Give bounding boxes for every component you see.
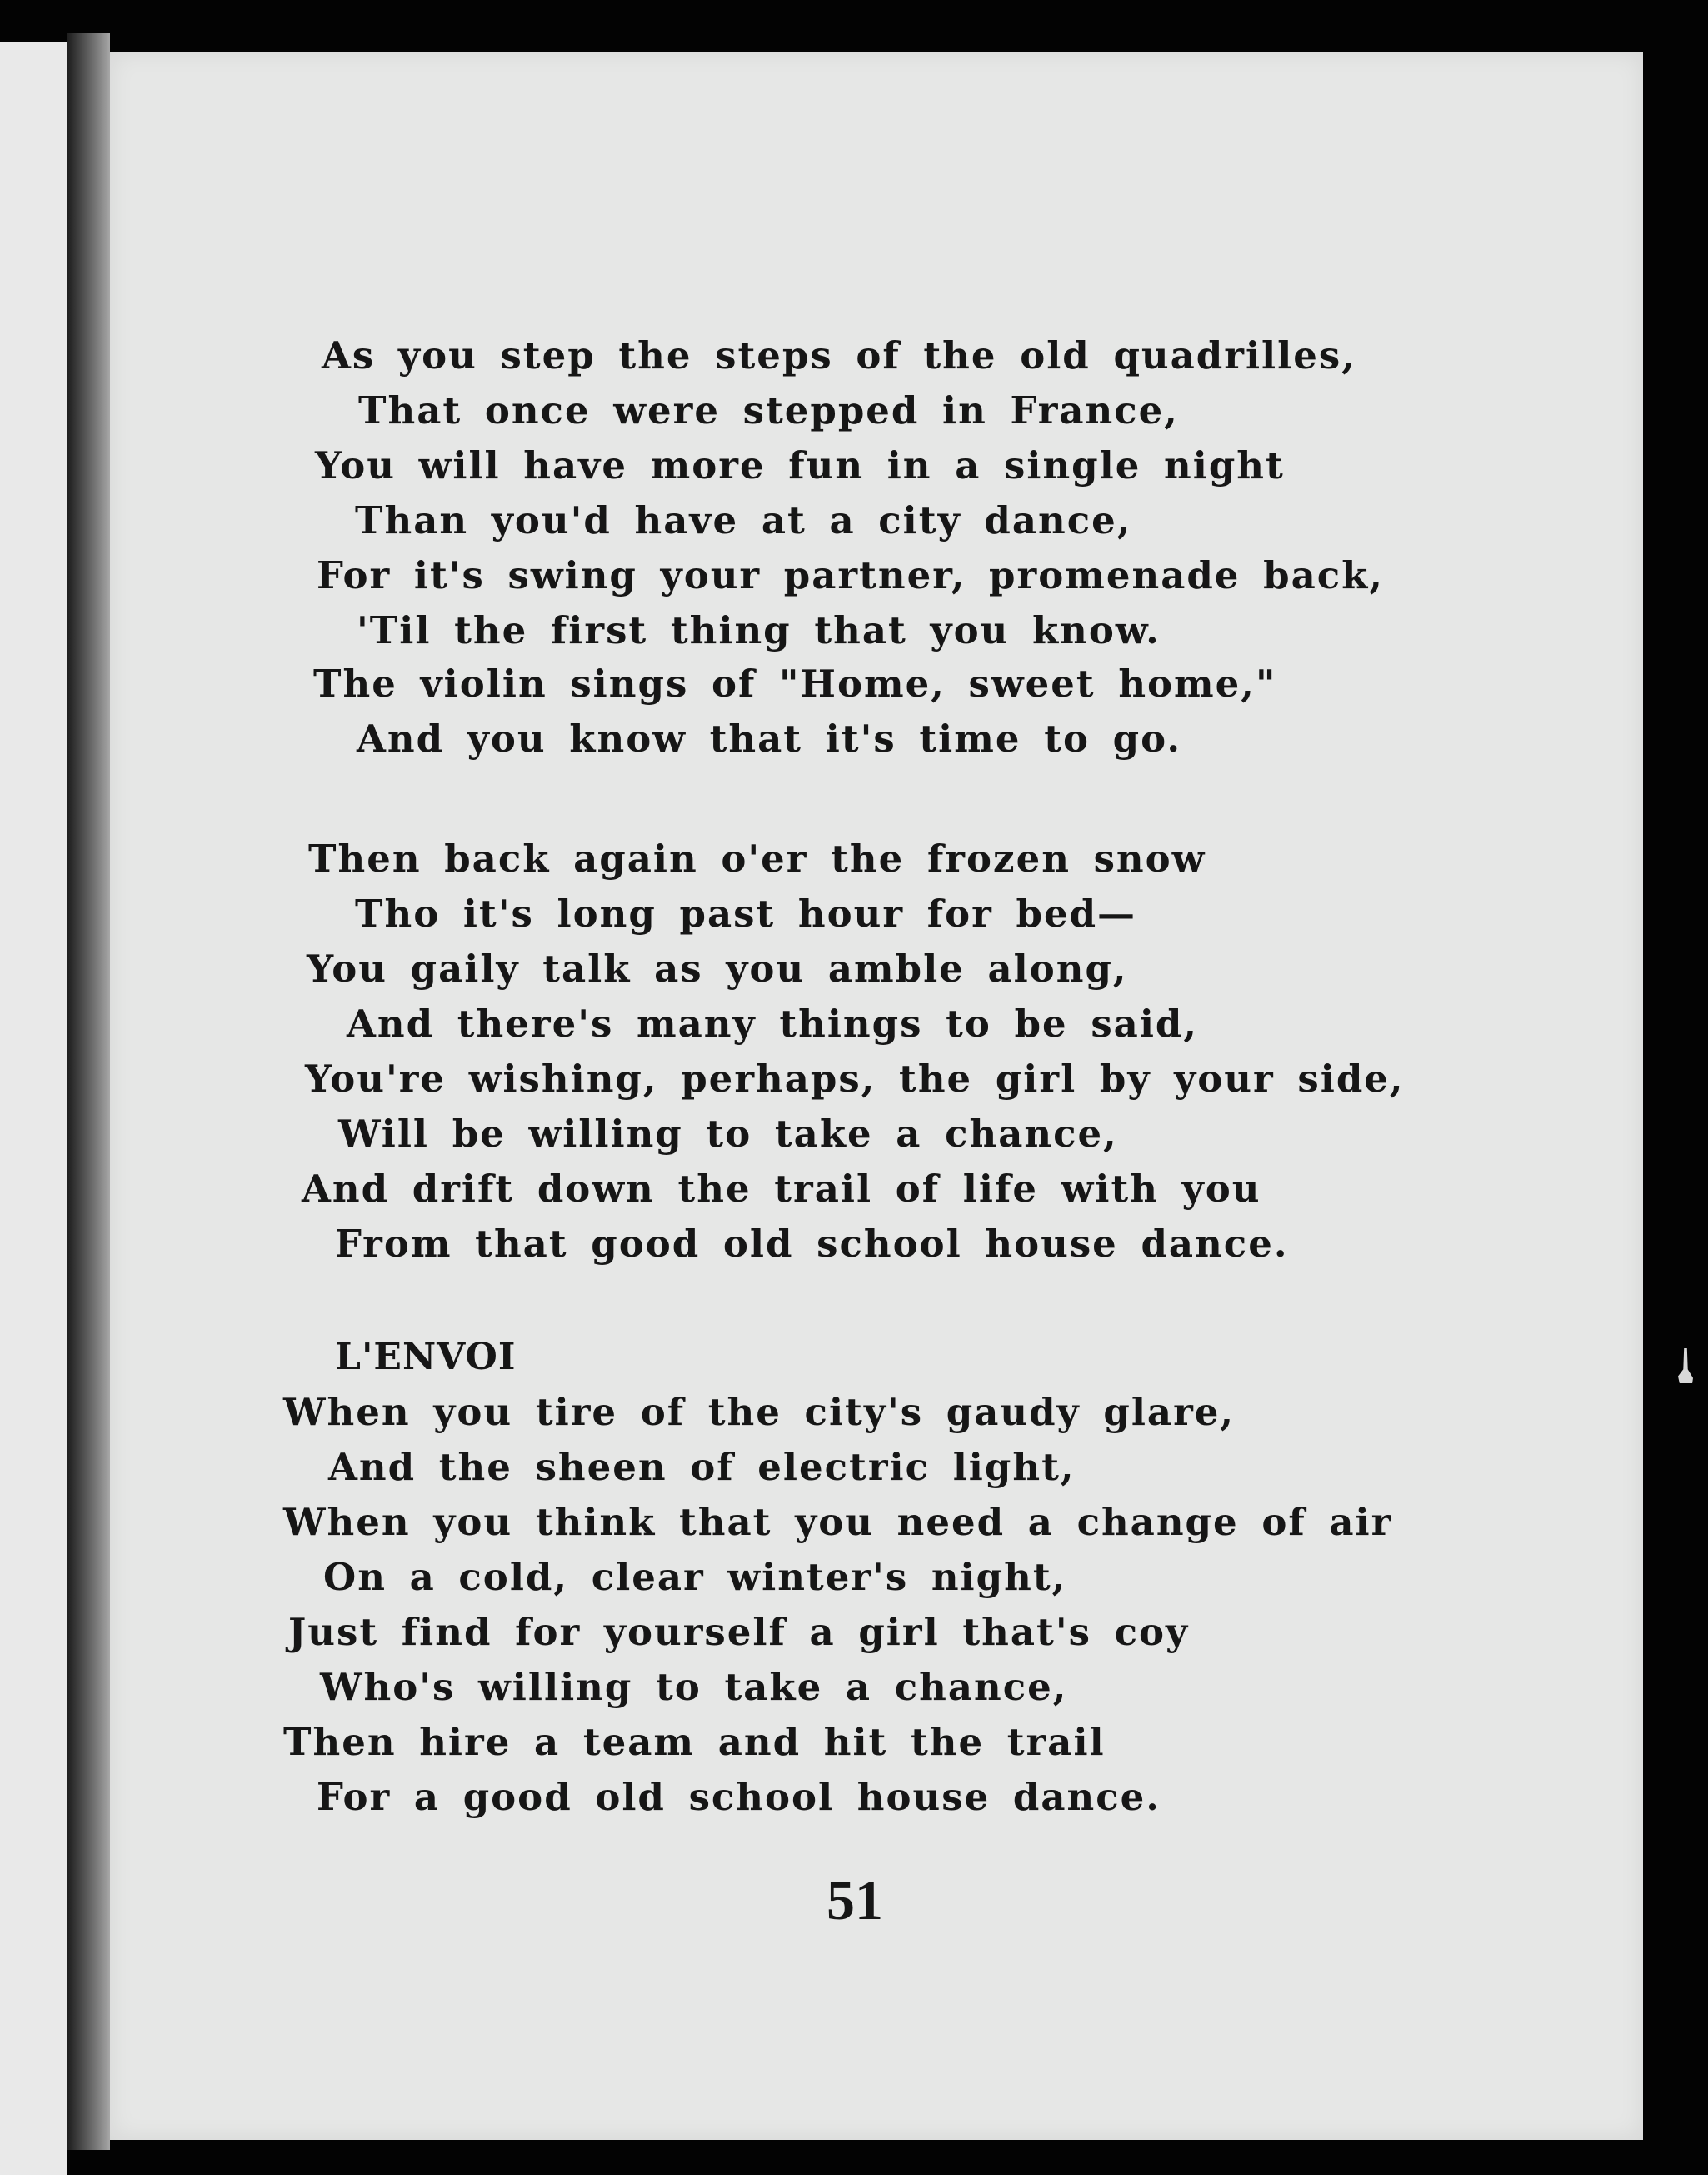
- poem-line: Then back again o'er the frozen snow: [308, 837, 1206, 881]
- poem-line: You're wishing, perhaps, the girl by your side,: [305, 1057, 1405, 1101]
- poem-line: That once were stepped in France,: [358, 388, 1179, 432]
- poem-line: When you think that you need a change of air: [283, 1500, 1393, 1544]
- left-page-edge: [0, 42, 67, 2175]
- binding-shadow: [67, 33, 110, 2150]
- poem-line: Who's willing to take a chance,: [320, 1665, 1068, 1709]
- poem-line: And there's many things to be said,: [347, 1002, 1199, 1046]
- poem-line: Then hire a team and hit the trail: [283, 1720, 1106, 1764]
- poem-line: The violin sings of "Home, sweet home,": [313, 662, 1277, 706]
- poem-line: When you tire of the city's gaudy glare,: [283, 1390, 1236, 1434]
- page-number: 51: [827, 1868, 883, 1932]
- poem-line: From that good old school house dance.: [335, 1222, 1289, 1266]
- poem-line: Just find for yourself a girl that's coy: [288, 1610, 1190, 1654]
- poem-line: You gaily talk as you amble along,: [307, 947, 1128, 991]
- poem-line: Than you'd have at a city dance,: [355, 498, 1132, 542]
- poem-line: And drift down the trail of life with you: [302, 1167, 1261, 1211]
- book-page: [110, 52, 1643, 2140]
- edge-mark: [1678, 1348, 1693, 1383]
- poem-line: As you step the steps of the old quadrilles,: [322, 333, 1356, 378]
- poem-line: And the sheen of electric light,: [328, 1445, 1076, 1489]
- poem-line: Will be willing to take a chance,: [338, 1112, 1118, 1156]
- poem-line: For a good old school house dance.: [317, 1775, 1161, 1819]
- poem-line: On a cold, clear winter's night,: [323, 1555, 1067, 1599]
- poem-line: For it's swing your partner, promenade back,: [317, 553, 1384, 598]
- poem: [110, 52, 1643, 2140]
- poem-line: You will have more fun in a single night: [315, 443, 1285, 488]
- poem-line: 'Til the first thing that you know.: [357, 608, 1161, 652]
- poem-line: And you know that it's time to go.: [357, 717, 1182, 761]
- poem-line: Tho it's long past hour for bed—: [355, 892, 1137, 936]
- envoi-heading: L'ENVOI: [335, 1336, 517, 1378]
